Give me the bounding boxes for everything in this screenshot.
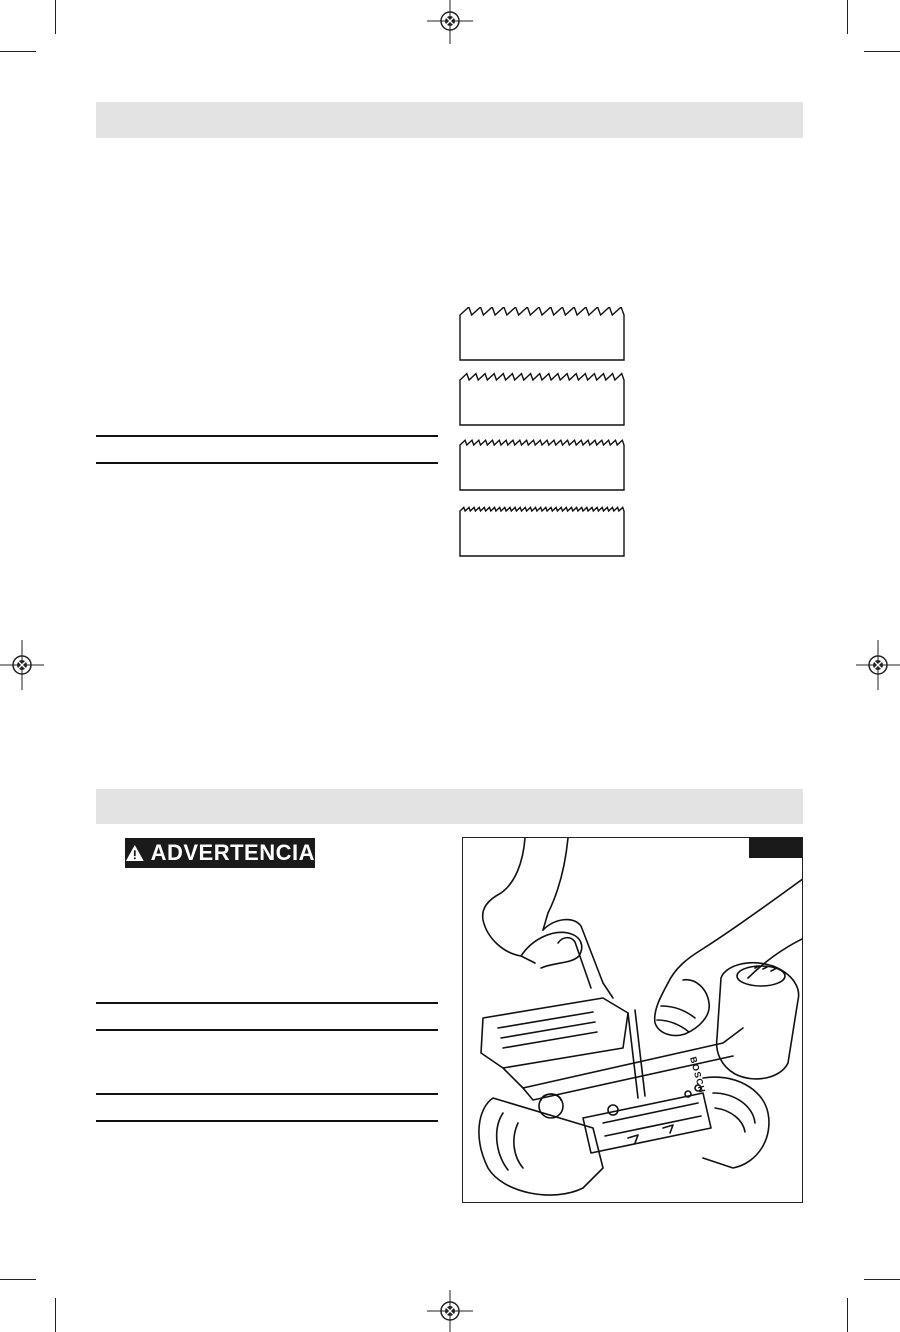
crop-mark-bottom-left-h <box>0 1279 36 1280</box>
rule-bottom-1 <box>96 1002 438 1004</box>
crop-mark-bottom-right-h <box>864 1279 900 1280</box>
section-header-band-top <box>96 102 803 138</box>
brand-mark: BOSCH <box>688 1055 708 1095</box>
crop-mark-top-right-h <box>864 51 900 52</box>
crop-mark-bottom-left-v <box>55 1298 56 1332</box>
rule-top-1 <box>96 435 438 437</box>
registration-mark-left <box>0 640 44 690</box>
figure-tag <box>749 838 802 858</box>
registration-mark-bottom <box>425 1290 475 1332</box>
rule-bottom-2 <box>96 1029 438 1031</box>
crop-mark-top-right-v <box>847 0 848 34</box>
warning-triangle-icon <box>125 843 145 863</box>
blade-outline <box>460 374 624 425</box>
band-saw-illustration <box>463 838 803 1203</box>
blade-outline <box>460 307 624 360</box>
registration-mark-top <box>425 0 475 44</box>
warning-label: ADVERTENCIA <box>150 840 315 865</box>
crop-mark-bottom-right-v <box>847 1298 848 1332</box>
rule-top-2 <box>96 462 438 464</box>
section-header-band-bottom <box>96 789 803 824</box>
blade-outline <box>460 440 624 490</box>
warning-badge <box>125 838 315 868</box>
crop-mark-top-left-v <box>55 0 56 34</box>
rule-bottom-3 <box>96 1093 438 1095</box>
blade-diagram-3 <box>459 437 625 491</box>
blade-diagram-4 <box>459 503 625 557</box>
blade-diagram-1 <box>459 307 625 361</box>
blade-outline <box>460 507 624 556</box>
figure-box <box>462 837 803 1203</box>
rule-bottom-4 <box>96 1120 438 1122</box>
crop-mark-top-left-h <box>0 51 36 52</box>
registration-mark-right <box>856 640 900 690</box>
blade-diagram-2 <box>459 372 625 426</box>
